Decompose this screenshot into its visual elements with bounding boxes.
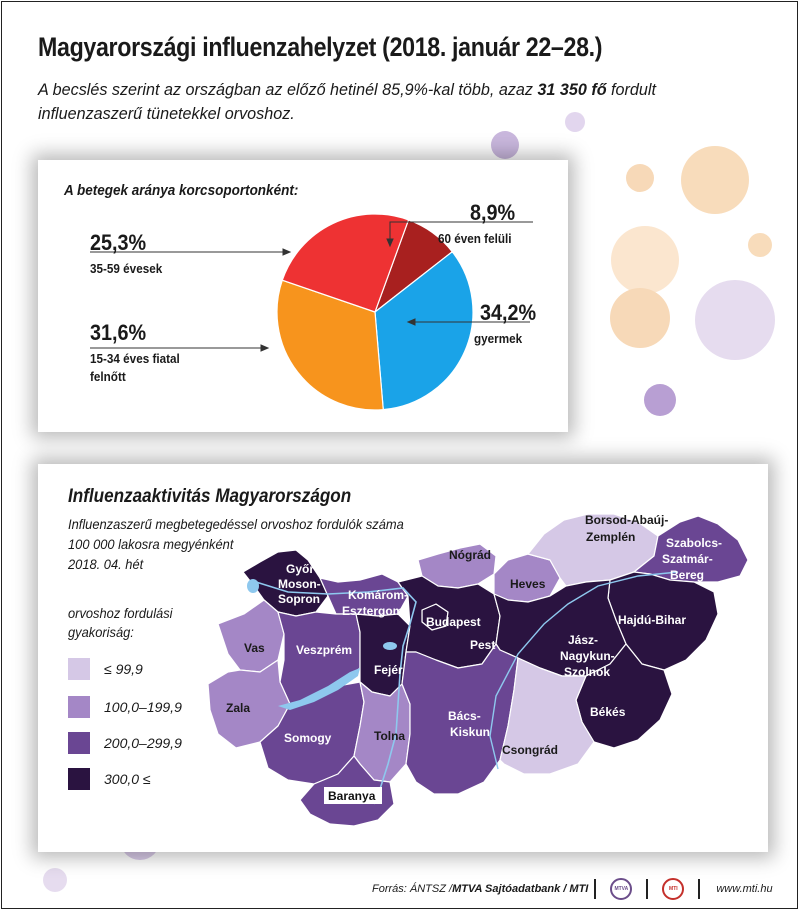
legend-title-line: gyakoriság: [68,624,134,640]
mtva-logo-icon: MTVA [610,878,632,900]
lake-ferto [247,579,259,593]
county-label-bekes: Békés [590,705,626,719]
lake-velence [383,642,397,650]
county-label-somogy: Somogy [284,731,332,745]
hungary-county-map [38,464,768,852]
page-title: Magyarországi influenzahelyzet (2018. január 22–28.) [38,32,603,62]
map-subtitle-line: 100 000 lakosra megyénként [68,536,234,552]
county-label-komarom-esztergom: Komárom- [348,588,409,602]
county-label-hajdu-bihar: Hajdú-Bihar [618,613,687,627]
pie-leader-arrow [283,249,290,255]
county-label-gyor-moson-sopron: Sopron [278,592,320,606]
mti-logo-icon: MTI [662,878,684,900]
county-label-jasz-nagykun-szolnok: Nagykun- [560,649,615,663]
legend-title-line: orvoshoz fordulási [68,605,173,621]
map-subtitle-line: Influenzaszerű megbetegedéssel orvoshoz fordulók száma [68,516,404,532]
footer-divider [646,879,648,899]
legend-swatch [68,768,90,790]
map-title: Influenzaaktivitás Magyarországon [68,486,352,507]
legend-item [68,658,143,680]
pie-leader-arrow [261,345,268,351]
pie-value-label-children: 34,2% [480,300,537,325]
legend-swatch [68,732,90,754]
county-label-zala: Zala [226,701,251,715]
legend-item [68,696,182,718]
county-label-heves: Heves [510,577,546,591]
legend-item [68,768,151,790]
county-label-gyor-moson-sopron: Moson- [278,577,321,591]
legend-swatch [68,658,90,680]
legend-swatch [68,696,90,718]
county-label-komarom-esztergom: Esztergom [342,604,404,618]
legend-title [68,604,173,642]
county-label-fejer: Fejér [374,663,403,677]
county-label-bacs-kiskun: Bács- [448,709,481,723]
page-subtitle [38,78,741,126]
county-label-szabolcs-szatmar-bereg: Szatmár- [662,552,713,566]
pie-category-label-15-34: 15-34 éves fiatal felnőtt [90,351,180,384]
county-label-budapest: Budapest [426,615,481,629]
county-label-szabolcs-szatmar-bereg: Szabolcs- [666,536,723,550]
county-label-nograd: Nógrád [449,548,491,562]
subtitle-highlight: 31 350 fő [537,80,607,99]
legend-label: 300,0 ≤ [104,771,151,787]
pie-value-label-35-59: 25,3% [90,230,147,255]
legend-label: 200,0–299,9 [104,735,182,751]
pie-category-label-60plus: 60 éven felüli [438,231,512,246]
legend-item [68,732,182,754]
map-subtitle-line: 2018. 04. hét [68,556,144,572]
source-agency: MTVA Sajtóadatbank / MTI [452,883,589,895]
county-label-gyor-moson-sopron: Győr- [286,562,319,576]
footer-source [372,878,773,900]
website-link[interactable]: www.mti.hu [716,883,773,895]
source-text: Forrás: ÁNTSZ / [372,883,453,895]
influenza-map-card [38,464,768,852]
county-label-vas: Vas [244,641,265,655]
subtitle-text-end: fordult influenzaszerű tünetekkel orvoshoz. [38,80,656,123]
county-label-baranya: Baranya [328,789,376,803]
county-label-bacs-kiskun: Kiskun [450,725,491,739]
county-label-csongrad: Csongrád [502,743,559,757]
legend-label: ≤ 99,9 [104,661,143,677]
pie-value-label-60plus: 8,9% [470,200,516,225]
pie-category-label-children: gyermek [474,331,523,346]
pie-category-label-35-59: 35-59 évesek [90,261,163,276]
county-label-tolna: Tolna [374,729,406,743]
legend-label: 100,0–199,9 [104,699,182,715]
county-label-szabolcs-szatmar-bereg: Bereg [670,568,705,582]
pie-title: A betegek aránya korcsoportonként: [64,182,299,199]
pie-value-label-15-34: 31,6% [90,320,147,345]
county-label-pest: Pest [470,638,496,652]
county-label-borsod-abauj-zemplen: Zemplén [586,530,636,544]
county-label-veszprem: Veszprém [296,643,353,657]
footer-divider [698,879,700,899]
county-label-borsod-abauj-zemplen: Borsod-Abaúj- [585,513,669,527]
age-group-pie-card [38,160,568,432]
county-label-jasz-nagykun-szolnok: Jász- [568,633,599,647]
county-vas [218,600,284,672]
footer-divider [594,879,596,899]
county-label-jasz-nagykun-szolnok: Szolnok [564,665,611,679]
subtitle-text-start: A becslés szerint az országban az előző hetinél 85,9%-kal több, azaz [38,80,538,99]
